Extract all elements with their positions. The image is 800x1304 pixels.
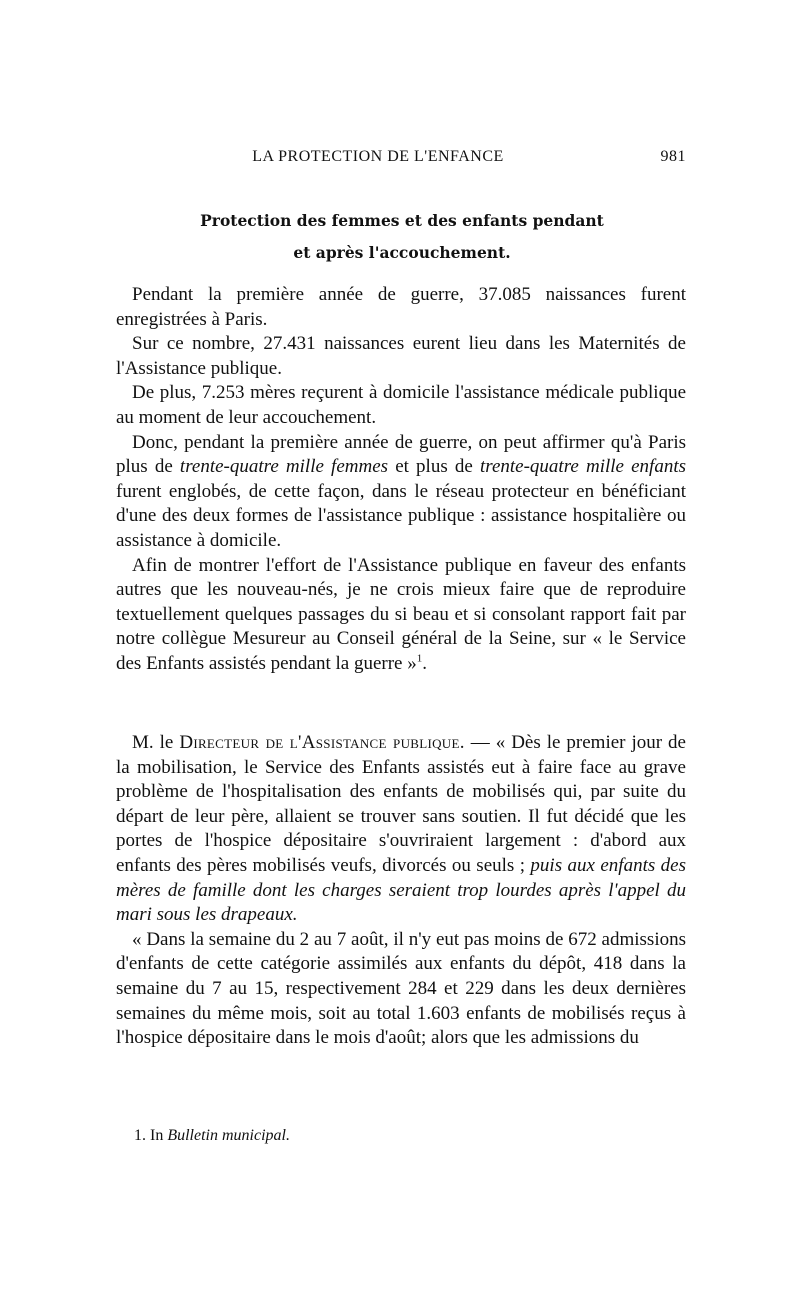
- paragraph-4-text-b: et plus de: [388, 456, 480, 478]
- paragraph-5-end: .: [422, 652, 427, 674]
- footnote-reference: 1: [416, 652, 423, 665]
- paragraph-5-text: Afin de montrer l'effort de l'Assistance publique en faveur des enfants autres que les nouveau-nés, je ne crois mieux faire que de reproduire textuellement quelques passages du si beau et si consolant rapport fait par notre collègue Mesureur au Conseil général de la Seine, sur « le Service des Enfants assistés pendant la guerre »: [116, 554, 686, 674]
- paragraph-4-text-c: furent englobés, de cette façon, dans le réseau protecteur en bénéficiant d'une des deux formes de l'assistance publique : assistance hospitalière ou assistance à domicile.: [116, 480, 686, 551]
- footnote-source: Bulletin municipal.: [167, 1127, 290, 1144]
- page-number: 981: [660, 148, 686, 165]
- paragraph-4-emphasis-women: trente-quatre mille femmes: [179, 456, 389, 478]
- running-head: [118, 148, 686, 170]
- footnote-number: 1.: [134, 1127, 146, 1144]
- section-title-line-2: et après l'accouchement.: [293, 243, 511, 262]
- paragraph-3: De plus, 7.253 mères reçurent à domicile l'assistance médicale publique au moment de leur accouchement.: [116, 382, 686, 428]
- footnote-prefix: In: [150, 1127, 168, 1144]
- paragraph-2: Sur ce nombre, 27.431 naissances eurent lieu dans les Maternités de l'Assistance publique.: [116, 333, 686, 379]
- paragraph-1: Pendant la première année de guerre, 37.085 naissances furent enregistrées à Paris.: [116, 284, 686, 330]
- quote-paragraph-1: [116, 731, 686, 928]
- section-title-line-1: Protection des femmes et des enfants pendant: [200, 211, 604, 230]
- quote-paragraph-1-text: — « Dès le premier jour de la mobilisation, le Service des Enfants assistés eut à faire face au grave problème de l'hospitalisation des enfants de mobilisés qui, par suite du départ de leur père, allaient se trouver sans soutien. Il fut décidé que les portes de l'hospice dépositaire s'ouvriraient largement : d'abord aux enfants des pères mobilisés veufs, divorcés ou seuls ;: [116, 732, 686, 876]
- body-text-block-2: [116, 731, 686, 1051]
- running-title: LA PROTECTION DE L'ENFANCE: [252, 148, 504, 165]
- paragraph-4-text-a: Donc, pendant la première année de guerre, on peut affirmer qu'à Paris plus de: [116, 431, 686, 478]
- quote-paragraph-1-emphasis: puis aux enfants des mères de famille dont les charges seraient trop lourdes après l'appel du mari sous les drapeaux.: [116, 854, 686, 926]
- body-text-block-1: [116, 283, 686, 677]
- quote-speaker-prefix: M. le: [132, 732, 180, 753]
- section-title: [118, 205, 686, 269]
- paragraph-4-emphasis-children: trente-quatre mille enfants: [479, 456, 687, 478]
- footnote: [134, 1127, 290, 1145]
- quote-speaker: Directeur de l'Assistance publique.: [179, 732, 465, 753]
- paragraph-5: [116, 554, 686, 677]
- quote-paragraph-2: « Dans la semaine du 2 au 7 août, il n'y eut pas moins de 672 admissions d'enfants de cette catégorie assimilés aux enfants du dépôt, 418 dans la semaine du 7 au 15, respectivement 284 et 229 dans les deux dernières semaines du même mois, soit au total 1.603 enfants de mobilisés reçus à l'hospice dépositaire dans le mois d'août; alors que les admissions du: [116, 928, 686, 1049]
- paragraph-4: [116, 431, 686, 554]
